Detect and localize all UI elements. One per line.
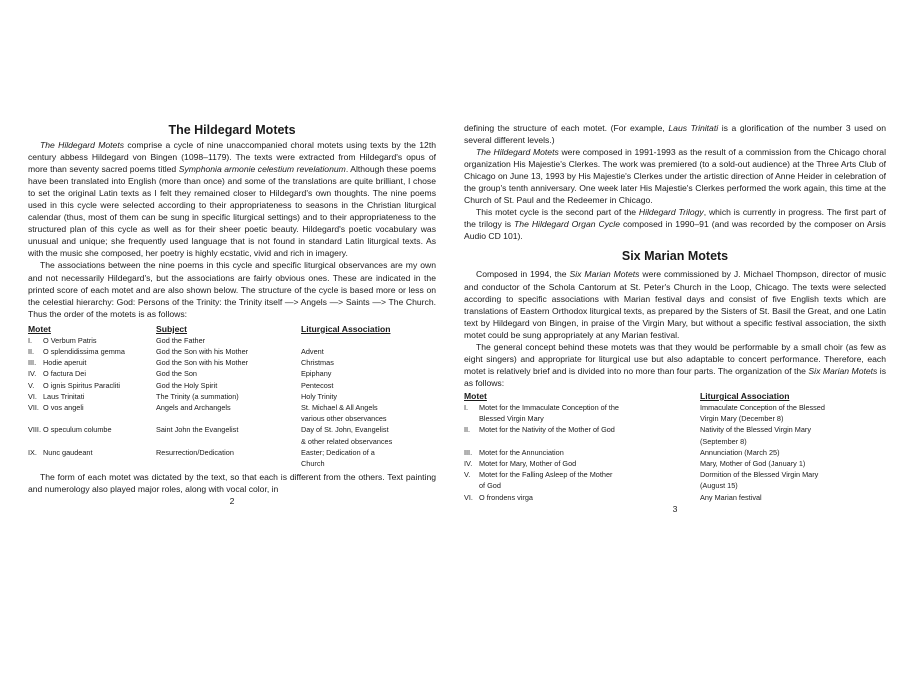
subject-cell: Angels and Archangels [156, 402, 231, 412]
trilogy-paragraph: This motet cycle is the second part of the Hildegard Trilogy, which is currently in progress. The first part of the trilogy is The Hildegard Organ Cycle composed in 1990–91 (and was recorded by the composer on Arsis Audio CD 101). [464, 207, 886, 242]
intro-paragraph: The Hildegard Motets comprise a cycle of nine unaccompanied choral motets using texts by the 12th century abbess Hildegard von Bingen (1098–1179). The texts were extracted from Hildegard's opus of more than seventy sacred poems titled Symphonia armonie celestium revelationum. Although these poems have been translated into English (more than once) and some of the translations are quite brilliant, I chose to set the original Latin texts as I felt they remained closer to Hildegard's own thoughts. The nine poems used in this cycle were selected according to their appropriateness to seasons in the Christian liturgical calendar (thus, most of them can be sung in specific liturgical settings) and to their appropriateness to the structured plan of this cycle as well as for their sheer poetic beauty. Hildegard's poetic vocabulary was unusual and unique; she frequently used language that is not found in standard Latin liturgical texts. As with the music she composed, her poetry is highly ecstatic, vivid and rich in imagery. [28, 140, 436, 259]
liturgical-cell: Holy Trinity [301, 391, 338, 401]
liturgical-cell: Advent [301, 346, 324, 356]
motet-number: V. [464, 470, 471, 480]
table-row [28, 368, 436, 379]
liturgical-cell: Mary, Mother of God (January 1) [700, 458, 806, 468]
motet-title: O vos angeli [43, 402, 84, 412]
table-header-row [464, 390, 886, 402]
motet-cell [28, 424, 156, 446]
liturgical-cell: Annunciation (March 25) [700, 447, 780, 457]
liturgical-cell: Epiphany [301, 369, 332, 379]
table-row [464, 469, 886, 491]
table-row [28, 346, 436, 357]
table-row [28, 380, 436, 391]
motet-number: IV. [464, 458, 473, 468]
motet-cell [464, 458, 700, 469]
table-row [28, 402, 436, 424]
liturgical-cell: Day of St. John, Evangelist & other related observances [301, 425, 393, 446]
liturgical-cell: Any Marian festival [700, 492, 762, 502]
left-page [28, 122, 436, 507]
page-number: 2 [229, 496, 235, 507]
motet-number: V. [28, 380, 35, 390]
section-heading: Six Marian Motets [621, 249, 729, 264]
motet-number: IV. [28, 369, 37, 379]
header-liturgical: Liturgical Association [301, 323, 391, 334]
liturgical-cell: Nativity of the Blessed Virgin Mary (September 8) [700, 425, 811, 446]
table-row [464, 458, 886, 469]
motet-number: I. [464, 402, 469, 412]
subject-cell: Resurrection/Dedication [156, 447, 234, 457]
subject-cell: God the Father [156, 335, 206, 345]
motet-title: O frondens virga [479, 492, 533, 502]
subject-cell: The Trinity (a summation) [156, 391, 239, 401]
motet-cell [464, 447, 700, 458]
header-subject: Subject [156, 323, 188, 334]
subject-cell: God the Holy Spirit [156, 380, 218, 390]
subject-cell: God the Son with his Mother [156, 346, 249, 356]
marian-intro-paragraph: Composed in 1994, the Six Marian Motets were commissioned by J. Michael Thompson, director of music and conductor of the Schola Cantorum at St. Peter's Church in the Loop, Chicago. The texts were selected according to specific associations with Marian festival days and consist of five English texts which are translations of Eastern Orthodox liturgical texts, as prepared by the Sisters of St. Basil the Great, and one Latin text by Hildegard von Bingen, in praise of the Virgin Mary, but without a specific festival association, the sixth motet could be sung appropriately at any Marian festival. [464, 269, 887, 340]
motet-cell [28, 346, 156, 357]
motet-number: VI. [464, 492, 473, 502]
page-number: 3 [672, 503, 678, 514]
associations-paragraph: The associations between the nine poems in this cycle and specific liturgical observances are my own and not necessarily Hildegard's, but the associations are fairly obvious ones. These are indicated in the printed score of each motet and are also shown below. The structure of the cycle is based more or less on the celestial hierarchy: God: Persons of the Trinity: the Trinity itself —> Angels —> Saints —> The Church. Thus the order of the motets is as follows: [28, 260, 436, 319]
motet-cell [464, 402, 700, 424]
motet-title: Motet for the Falling Asleep of the Mother of God [479, 470, 613, 491]
table-row [28, 424, 436, 446]
hildegard-motets-table [28, 323, 436, 469]
table-row [28, 335, 436, 346]
motet-cell [28, 447, 156, 469]
subject-cell: Saint John the Evangelist [156, 425, 239, 435]
liturgical-cell: Dormition of the Blessed Virgin Mary (August 15) [700, 470, 819, 491]
motet-title: Motet for Mary, Mother of God [479, 458, 577, 468]
motet-number: III. [464, 447, 473, 457]
liturgical-cell: Christmas [301, 358, 334, 368]
marian-motets-table [464, 390, 886, 503]
header-motet: Motet [28, 323, 51, 334]
table-row [464, 447, 886, 458]
liturgical-cell: Easter; Dedication of a Church [301, 447, 375, 468]
motet-number: VIII. [28, 425, 41, 435]
liturgical-cell [301, 335, 436, 346]
motet-title: Laus Trinitati [43, 391, 85, 401]
motet-title: Motet for the Immaculate Conception of the Blessed Virgin Mary [479, 402, 619, 424]
liturgical-cell: Pentecost [301, 380, 334, 390]
motet-number: III. [28, 358, 37, 368]
motet-title: O splendidissima gemma [43, 346, 125, 356]
motet-number: II. [464, 425, 471, 435]
table-row [28, 447, 436, 469]
table-header-row [28, 323, 436, 335]
subject-cell: God the Son [156, 369, 197, 379]
motet-number: I. [28, 335, 33, 345]
subject-cell: God the Son with his Mother [156, 358, 249, 368]
table-row [28, 357, 436, 368]
motet-number: VI. [28, 391, 37, 401]
motet-cell [464, 424, 700, 446]
motet-title: O speculum columbe [43, 425, 112, 435]
motet-cell [464, 469, 700, 491]
structure-paragraph: defining the structure of each motet. (For example, Laus Trinitati is a glorification of the number 3 used on several different levels.) [464, 123, 886, 146]
liturgical-cell: Immaculate Conception of the Blessed Virgin Mary (December 8) [700, 402, 825, 424]
table-row [28, 391, 436, 402]
motet-cell [28, 391, 156, 402]
table-row [464, 424, 886, 446]
motet-number: VII. [28, 402, 39, 412]
motet-cell [464, 492, 700, 503]
table-row [464, 402, 886, 424]
liturgical-cell: St. Michael & All Angels various other observances [301, 402, 387, 424]
concept-paragraph: The general concept behind these motets was that they would be performable by a small choir (as few as eight singers) and appropriate for liturgical use but also adaptable to concert performance. Therefore, each motet is relatively brief and is divided into no more than four parts. The organization of the Six Marian Motets is as follows: [464, 341, 886, 388]
motet-cell [28, 357, 156, 368]
motet-cell [28, 402, 156, 424]
form-paragraph: The form of each motet was dictated by the text, so that each is different from the others. Text painting and numerology also played major roles, along with vocal color, in [28, 472, 436, 495]
header-motet: Motet [464, 390, 487, 401]
motet-number: IX. [28, 447, 37, 457]
motet-cell [28, 335, 156, 346]
motet-title: Nunc gaudeant [43, 447, 93, 457]
motet-title: O factura Dei [43, 369, 86, 379]
motet-cell [28, 368, 156, 379]
motet-title: Hodie aperuit [43, 358, 87, 368]
motet-title: O Verbum Patris [43, 335, 97, 345]
motet-title: O ignis Spiritus Paracliti [43, 380, 121, 390]
motet-number: II. [28, 346, 35, 356]
motet-cell [28, 380, 156, 391]
header-liturgical: Liturgical Association [700, 390, 790, 401]
table-row [464, 492, 886, 503]
commission-paragraph: The Hildegard Motets were composed in 1991-1993 as the result of a commission from the Chicago choral organization His Majestie's Clerkes. The work was premiered (to a sold-out audience) at the Three Arts Club of Chicago on June 13, 1993 by His Majestie's Clerkes under the artistic direction of Anne Heider in celebration of the group's tenth anniversary. One week later His Majestie's Clerkes performed the work again, this time at the Church of St. Paul and the Redeemer in Chicago. [464, 147, 886, 206]
page-title: The Hildegard Motets [168, 123, 296, 137]
motet-title: Motet for the Nativity of the Mother of God [479, 425, 615, 435]
motet-title: Motet for the Annunciation [479, 447, 564, 457]
right-page [464, 122, 886, 515]
